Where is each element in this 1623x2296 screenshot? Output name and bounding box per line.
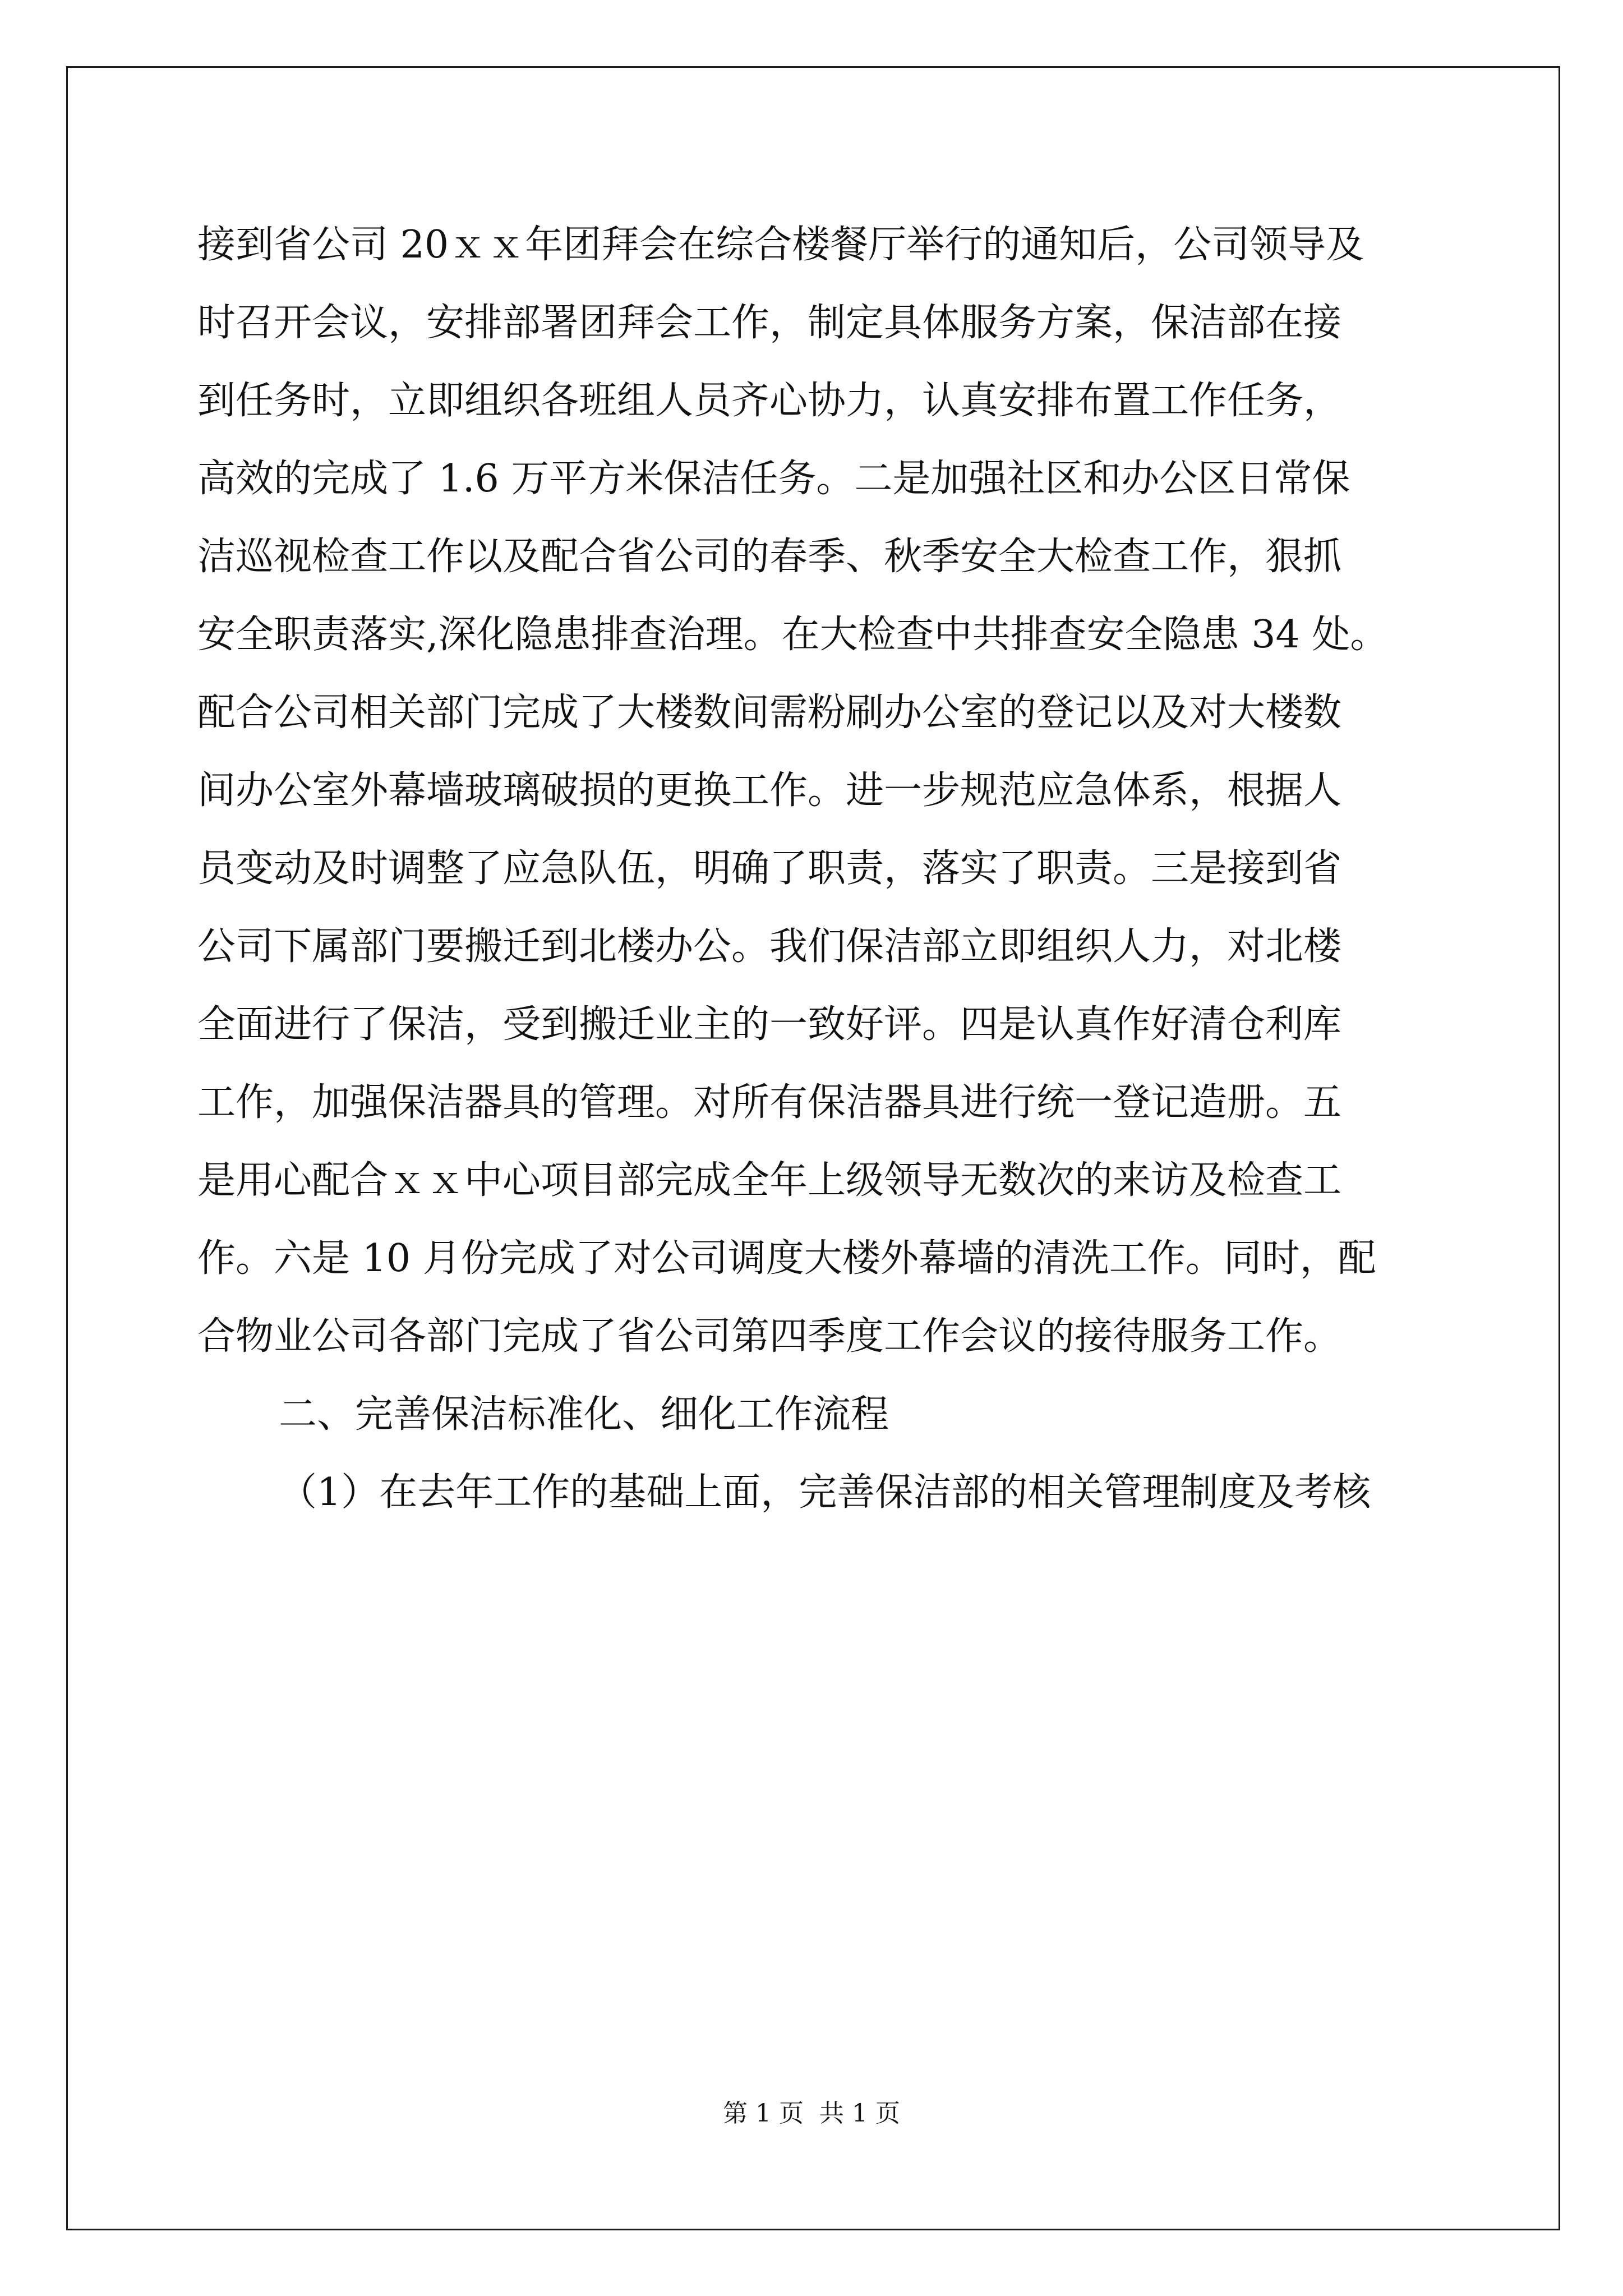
page-footer: 第 1 页 共 1 页 — [723, 2099, 900, 2128]
body-line: 合物业公司各部门完成了省公司第四季度工作会议的接待服务工作。 — [197, 1314, 1342, 1359]
body-line: 高效的完成了 1.6 万平方米保洁任务。二是加强社区和办公区日常保 — [197, 457, 1350, 501]
body-line: 时召开会议，安排部署团拜会工作，制定具体服务方案，保洁部在接 — [197, 301, 1342, 345]
body-line: 间办公室外幕墙玻璃破损的更换工作。进一步规范应急体系，根据人 — [197, 769, 1342, 813]
body-line: 作。六是 10 月份完成了对公司调度大楼外幕墙的清洗工作。同时，配 — [197, 1236, 1376, 1281]
body-line: 公司下属部门要搬迁到北楼办公。我们保洁部立即组织人力，对北楼 — [197, 924, 1342, 969]
body-line: 全面进行了保洁，受到搬迁业主的一致好评。四是认真作好清仓利库 — [197, 1002, 1342, 1047]
body-line: 员变动及时调整了应急队伍，明确了职责，落实了职责。三是接到省 — [197, 846, 1342, 891]
body-line: 洁巡视检查工作以及配合省公司的春季、秋季安全大检查工作，狠抓 — [197, 535, 1342, 579]
body-line: 工作，加强保洁器具的管理。对所有保洁器具进行统一登记造册。五 — [197, 1080, 1342, 1125]
section-heading: 二、完善保洁标准化、细化工作流程 — [279, 1392, 889, 1437]
body-line: 接到省公司 20ｘｘ年团拜会在综合楼餐厅举行的通知后，公司领导及 — [197, 223, 1364, 267]
body-line: 是用心配合ｘｘ中心项目部完成全年上级领导无数次的来访及检查工 — [197, 1158, 1342, 1203]
body-line: 到任务时，立即组织各班组人员齐心协力，认真安排布置工作任务， — [197, 379, 1342, 423]
body-line: 配合公司相关部门完成了大楼数间需粉刷办公室的登记以及对大楼数 — [197, 691, 1342, 735]
body-line: 安全职责落实,深化隐患排查治理。在大检查中共排查安全隐患 34 处。 — [197, 613, 1389, 657]
list-item-line: （1）在去年工作的基础上面，完善保洁部的相关管理制度及考核 — [279, 1470, 1371, 1515]
